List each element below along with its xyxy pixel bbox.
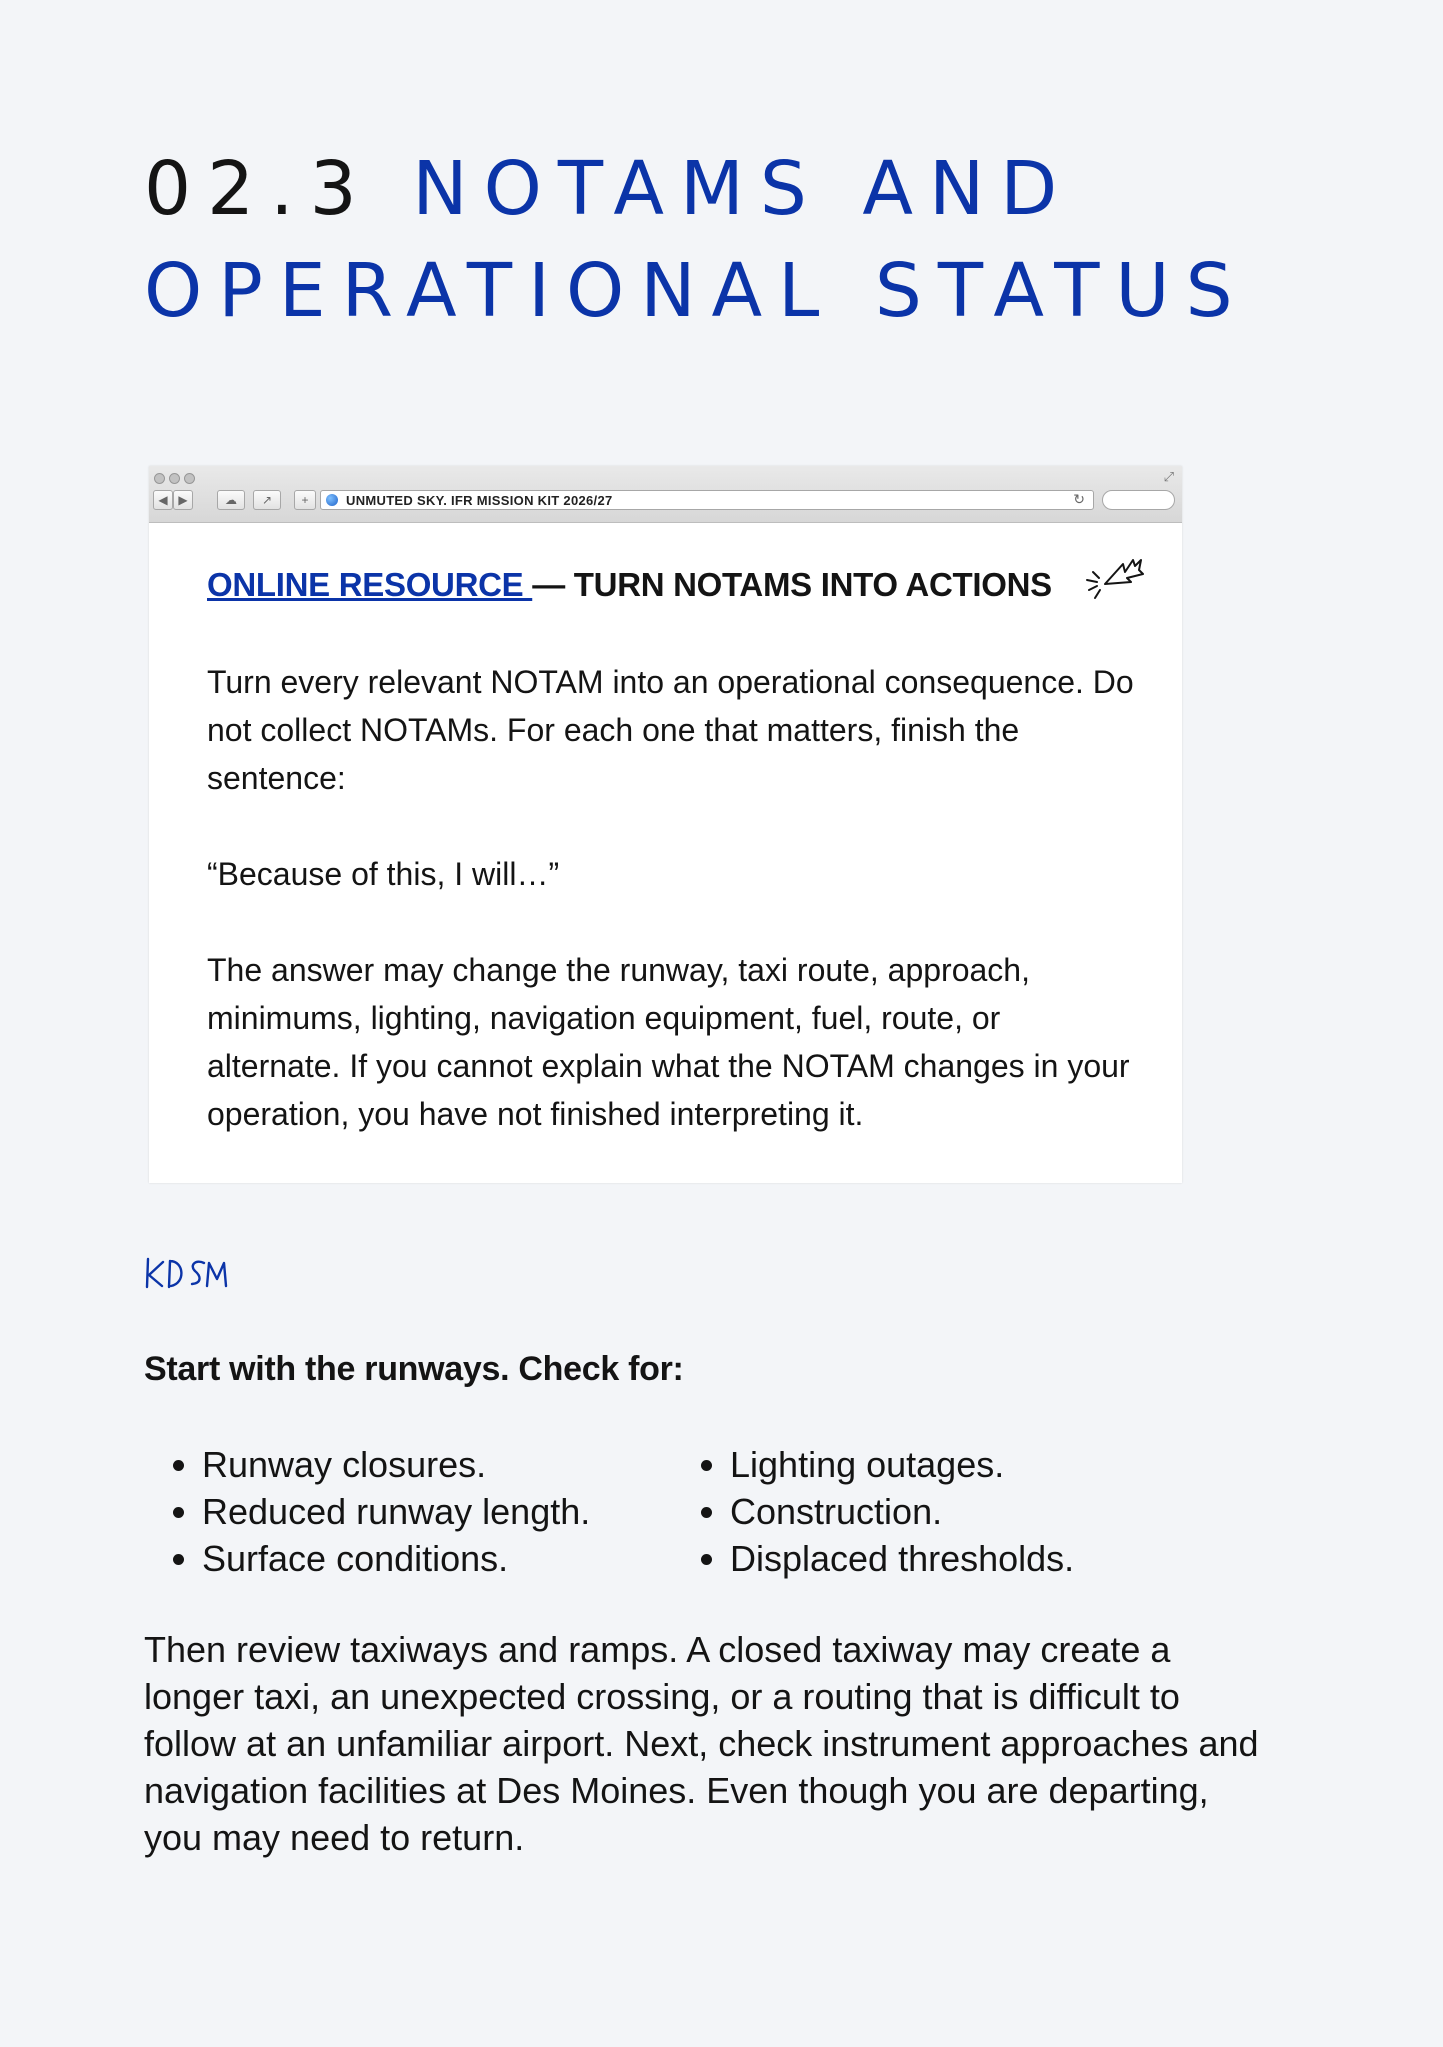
list-item: • Construction.: [730, 1488, 1074, 1535]
resource-title: — TURN NOTAMS INTO ACTIONS: [532, 566, 1052, 603]
fullscreen-icon[interactable]: ⤢: [1163, 469, 1174, 484]
forward-button[interactable]: ▶: [173, 490, 193, 510]
window-controls: [154, 471, 199, 489]
page-heading: [144, 138, 1394, 342]
closing-paragraph: Then review taxiways and ramps. A closed taxiway may create a longer taxi, an unexpected crossing, or a routing that is difficult to follow at an unfamiliar airport. Next, check instrument approaches and navigation facilities at Des Moines. Even though you are departing, you may need to return.: [144, 1629, 1259, 1858]
close-window-button[interactable]: [154, 473, 165, 484]
list-item: • Lighting outages.: [730, 1441, 1074, 1488]
globe-icon: [326, 494, 338, 506]
handwritten-note-drawing: [144, 1253, 244, 1295]
click-cursor-icon: [1083, 550, 1149, 610]
section-number: 02.3: [144, 146, 373, 232]
share-button[interactable]: ↗: [253, 490, 281, 510]
resource-paragraph-2: The answer may change the runway, taxi route, approach, minimums, lighting, navigation equipment, fuel, route, or alternate. If you cannot explain what the NOTAM changes in your operation, you have not finished interpreting it.: [207, 952, 1130, 1132]
resource-quote: “Because of this, I will…”: [207, 856, 560, 892]
search-field[interactable]: [1102, 490, 1175, 510]
resource-heading: [207, 566, 1052, 604]
online-resource-link[interactable]: ONLINE RESOURCE: [207, 566, 533, 603]
runway-checklist-right: [672, 1441, 1074, 1582]
handwritten-note: [144, 1253, 244, 1295]
address-bar[interactable]: [320, 490, 1094, 510]
zoom-window-button[interactable]: [184, 473, 195, 484]
browser-toolbar: [149, 466, 1182, 523]
list-item: • Runway closures.: [202, 1441, 590, 1488]
reload-icon[interactable]: ↻: [1073, 491, 1085, 507]
list-item: • Reduced runway length.: [202, 1488, 590, 1535]
list-item: • Displaced thresholds.: [730, 1535, 1074, 1582]
address-url: UNMUTED SKY. IFR MISSION KIT 2026/27: [346, 493, 613, 508]
resource-paragraph-1: Turn every relevant NOTAM into an operational consequence. Do not collect NOTAMs. For each one that matters, finish the sentence:: [207, 664, 1134, 796]
icloud-button[interactable]: ☁: [217, 490, 245, 510]
minimize-window-button[interactable]: [169, 473, 180, 484]
back-button[interactable]: ◀: [153, 490, 173, 510]
list-item: • Surface conditions.: [202, 1535, 590, 1582]
browser-window: [149, 466, 1182, 1183]
runway-checklist-left: [144, 1441, 590, 1582]
new-tab-button[interactable]: +: [294, 490, 316, 510]
section-title: NOTAMS AND OPERATIONAL STATUS: [144, 146, 1249, 334]
runways-heading: Start with the runways. Check for:: [144, 1350, 684, 1388]
